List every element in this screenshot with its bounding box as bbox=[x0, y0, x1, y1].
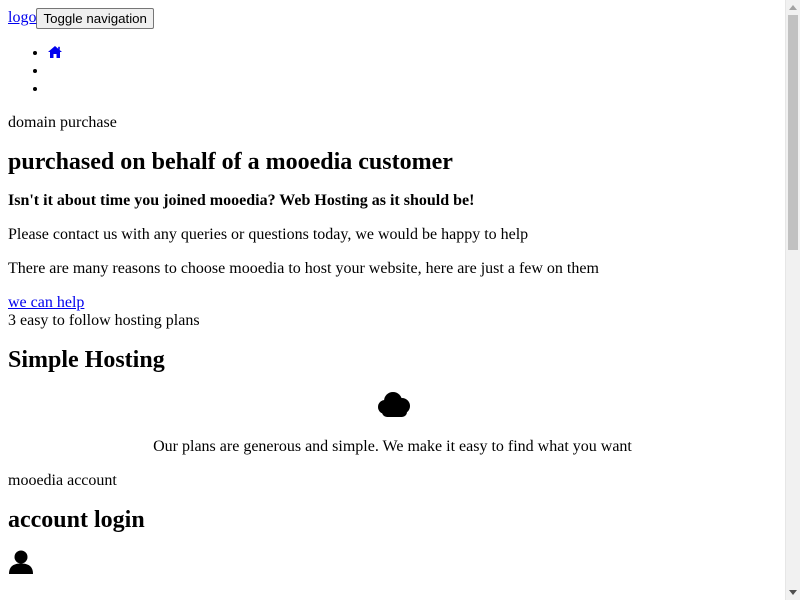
logo-link[interactable] bbox=[8, 9, 36, 27]
logo-image-alt: logo bbox=[8, 9, 37, 26]
contact-text: Please contact us with any queries or questions today, we would be happy to help bbox=[8, 226, 529, 243]
intro-kicker: domain purchase bbox=[8, 114, 117, 131]
intro-title: purchased on behalf of a mooedia customer bbox=[8, 149, 453, 175]
nav-item-home[interactable] bbox=[48, 44, 777, 62]
reasons-text: There are many reasons to choose mooedia to host your website, here are just a few on them bbox=[8, 260, 599, 277]
nav-item-2[interactable] bbox=[48, 62, 777, 80]
toggle-navigation-button[interactable]: Toggle navigation bbox=[36, 8, 154, 29]
home-icon[interactable] bbox=[48, 45, 62, 63]
scroll-up-arrow-icon[interactable] bbox=[789, 5, 797, 10]
nav-item-3[interactable] bbox=[48, 80, 777, 98]
vertical-scrollbar[interactable] bbox=[785, 0, 800, 600]
scroll-thumb[interactable] bbox=[788, 15, 798, 250]
plans-icon-wrap bbox=[8, 390, 777, 422]
main-nav bbox=[8, 44, 777, 98]
plans-title: Simple Hosting bbox=[8, 347, 165, 373]
account-kicker: mooedia account bbox=[8, 472, 117, 489]
plans-description: Our plans are generous and simple. We make it easy to find what you want bbox=[153, 438, 632, 455]
plans-kicker: 3 easy to follow hosting plans bbox=[8, 312, 200, 329]
scroll-down-arrow-icon[interactable] bbox=[789, 590, 797, 595]
cloud-icon bbox=[375, 391, 411, 422]
site-header bbox=[8, 8, 777, 28]
we-can-help-link[interactable]: we can help bbox=[8, 294, 85, 311]
intro-subtitle: Isn't it about time you joined mooedia? Web Hosting as it should be! bbox=[8, 192, 475, 209]
user-icon bbox=[8, 550, 777, 579]
account-title: account login bbox=[8, 507, 145, 533]
